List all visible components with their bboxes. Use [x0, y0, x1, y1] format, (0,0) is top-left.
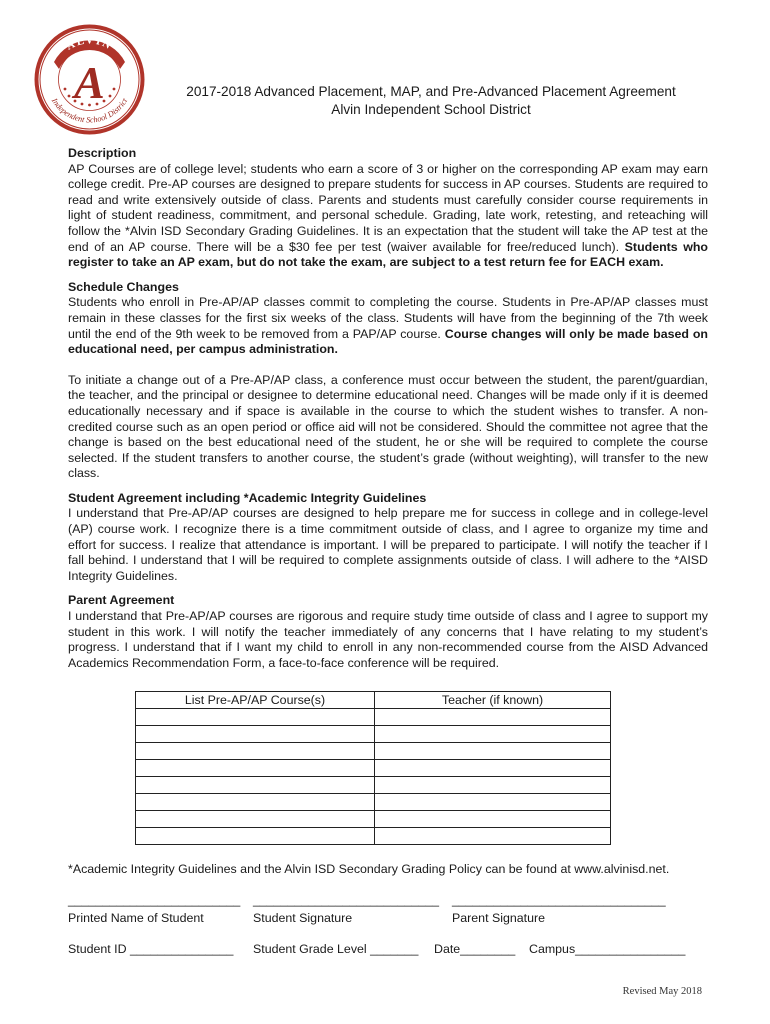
description-text: AP Courses are of college level; students who earn a score of 3 or higher on the corresponding AP exam may earn college credit. Pre-AP courses are designed to prepare students for success in AP courses. Students are required to read and write extensively outside of class. Parents and students must carefully consider course requirements in light of student readiness, commitment, and personal schedule. Grading, late work, retesting, and reteaching will follow the *Alvin ISD Secondary Grading Guidelines. It is an expectation that the student will take the AP test at the end of an AP course. There will be a $30 fee per test (waiver available for free/reduced lunch). [68, 161, 708, 254]
course-table-row [136, 811, 611, 828]
printed-name-label: Printed Name of Student [68, 911, 204, 925]
course-cell[interactable] [136, 794, 375, 811]
date-field[interactable]: Date________ [434, 942, 516, 956]
district-seal-icon [32, 22, 147, 137]
course-table-row [136, 726, 611, 743]
revised-date: Revised May 2018 [622, 986, 702, 997]
course-table-row [136, 709, 611, 726]
logo-letter: A [74, 57, 105, 108]
teacher-cell[interactable] [375, 811, 611, 828]
grade-level-field[interactable]: Student Grade Level _______ [253, 942, 419, 956]
teacher-cell[interactable] [375, 794, 611, 811]
logo-top-text: ALVIN [64, 34, 115, 53]
document-title: 2017-2018 Advanced Placement, MAP, and Pre-Advanced Placement Agreement [186, 84, 676, 99]
student-info-row [68, 942, 708, 960]
document-header [150, 83, 712, 119]
parent-agreement-heading: Parent Agreement [68, 593, 175, 608]
student-signature-line[interactable]: ___________________________ [253, 893, 440, 907]
teacher-cell[interactable] [375, 777, 611, 794]
signature-lines-row [68, 893, 708, 911]
course-cell[interactable] [136, 760, 375, 777]
schedule-bold-notice: Course changes will only be made based on educational need, per campus administration. [68, 326, 708, 357]
teacher-cell[interactable] [375, 709, 611, 726]
schedule-heading: Schedule Changes [68, 279, 179, 294]
course-table-row [136, 777, 611, 794]
document-subtitle: Alvin Independent School District [331, 102, 531, 117]
parent-signature-line[interactable]: _______________________________ [452, 893, 666, 907]
alvin-isd-logo [32, 22, 147, 137]
student-agreement-section [68, 491, 708, 585]
printed-name-line[interactable]: _________________________ [68, 893, 241, 907]
course-table [135, 691, 611, 845]
course-cell[interactable] [136, 709, 375, 726]
course-cell[interactable] [136, 743, 375, 760]
course-table-row [136, 760, 611, 777]
description-section [68, 146, 708, 271]
campus-field[interactable]: Campus________________ [529, 942, 686, 956]
parent-signature-label: Parent Signature [452, 911, 545, 925]
footnote: *Academic Integrity Guidelines and the Alvin ISD Secondary Grading Policy can be found at www.alvinisd.net. [68, 862, 670, 877]
course-table-header-row [136, 692, 611, 709]
course-cell[interactable] [136, 726, 375, 743]
schedule-section [68, 280, 708, 482]
description-paragraph [68, 162, 708, 271]
course-table-row [136, 828, 611, 845]
course-table-row [136, 743, 611, 760]
teacher-column-header: Teacher (if known) [375, 692, 611, 709]
description-bold-notice: Students who register to take an AP exam, but do not take the exam, are subject to a test return fee for EACH exam. [68, 239, 708, 270]
student-agreement-text: I understand that Pre-AP/AP courses are designed to help prepare me for success in college and in college-level (AP) course work. I recognize there is a time commitment outside of class, and I agree to organize my time and effort for success. I realize that attendance is important. I will be prepared to participate. I will notify the teacher if I fall behind. I understand that I will be required to complete assignments outside of class. I will adhere to the *AISD Integrity Guidelines. [68, 506, 708, 583]
student-id-field[interactable]: Student ID _______________ [68, 942, 234, 956]
course-cell[interactable] [136, 828, 375, 845]
course-column-header: List Pre-AP/AP Course(s) [136, 692, 375, 709]
schedule-paragraph [68, 295, 708, 357]
document-body [68, 146, 708, 960]
teacher-cell[interactable] [375, 760, 611, 777]
teacher-cell[interactable] [375, 743, 611, 760]
student-agreement-heading: Student Agreement including *Academic Integrity Guidelines [68, 490, 427, 505]
signature-labels-row [68, 911, 708, 929]
teacher-cell[interactable] [375, 726, 611, 743]
schedule-text: Students who enroll in Pre-AP/AP classes commit to completing the course. Students in Pre-AP/AP classes must remain in these classes for the first six weeks of the class. Students will have from the beginning of the 7th week until the end of the 9th week to be removed from a PAP/AP course. [68, 295, 708, 341]
parent-agreement-text: I understand that Pre-AP/AP courses are rigorous and require study time outside of class and I agree to support my student in this work. I will notify the teacher immediately of any concerns that I have relating to my student’s progress. I understand that if I want my child to enroll in any non-recommended course from the AISD Advanced Academics Recommendation Form, a face-to-face conference will be required. [68, 609, 708, 670]
teacher-cell[interactable] [375, 828, 611, 845]
parent-agreement-section [68, 593, 708, 671]
course-table-row [136, 794, 611, 811]
description-heading: Description [68, 146, 137, 160]
logo-ring-text: Independent School District [49, 96, 130, 125]
schedule-paragraph-2: To initiate a change out of a Pre-AP/AP class, a conference must occur between the student, the parent/guardian, the teacher, and the principal or designee to determine educational need. Changes will be made only if it is deemed educationally necessary and if space is available in the course to which the student wishes to transfer. A non-credited course such as an open period or office aid will not be considered. Should the committee not agree that the change is based on the best educational need of the student, he or she will be required to complete the course selected. If the student transfers to another course, the student’s grade (without weighting), will transfer to the new class. [68, 372, 708, 481]
course-cell[interactable] [136, 777, 375, 794]
course-cell[interactable] [136, 811, 375, 828]
student-signature-label: Student Signature [253, 911, 353, 925]
